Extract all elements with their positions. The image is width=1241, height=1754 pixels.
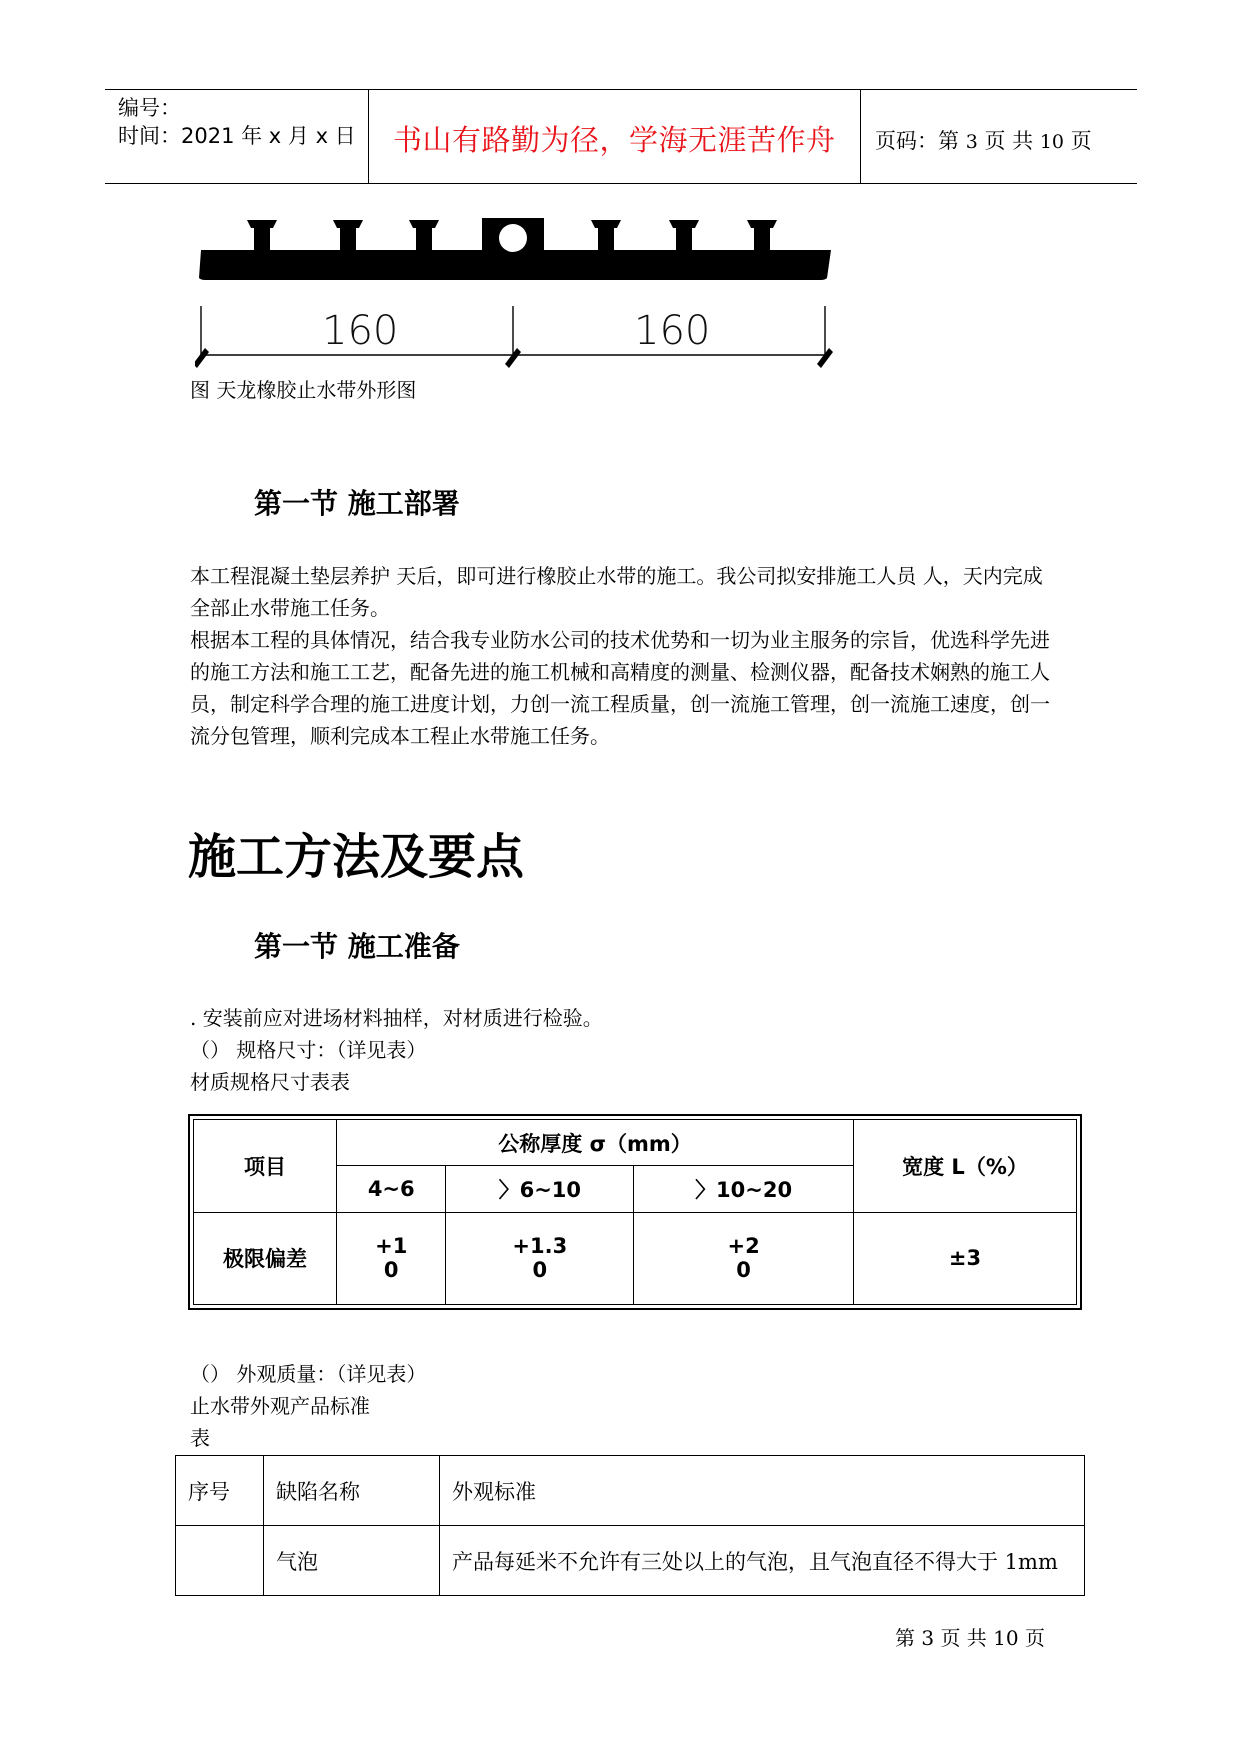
- table2-caption: 止水带外观产品标准: [190, 1394, 370, 1418]
- table1-thickness-header: 公称厚度 σ（mm）: [337, 1120, 854, 1166]
- table1-caption: 材质规格尺寸表表: [190, 1070, 350, 1094]
- dimension-label-right: 160: [634, 308, 711, 354]
- header-divider-right: [860, 90, 861, 184]
- header-page-code: [875, 125, 1092, 155]
- dimension-lines: [201, 306, 825, 358]
- table2-row-standard: 产品每延米不允许有三处以上的气泡，且气泡直径不得大于 1mm: [440, 1526, 1085, 1596]
- section-title-deployment: 第一节 施工部署: [254, 487, 460, 520]
- deviation-lower: 0: [736, 1258, 751, 1283]
- table1-range-3: 〉10~20: [634, 1166, 854, 1212]
- dimension-label-left: 160: [322, 308, 399, 354]
- material-spec-table: [193, 1119, 1077, 1305]
- table1-deviation-1: [337, 1212, 446, 1305]
- page-code-suffix: 页: [1064, 129, 1092, 153]
- table2-header-index: 序号: [176, 1456, 264, 1526]
- table1-row-label: 极限偏差: [194, 1212, 337, 1305]
- page-code-prefix: 页码：第: [875, 129, 966, 153]
- header-top-rule: [105, 89, 1137, 90]
- page-code-middle: 页 共: [977, 129, 1040, 153]
- header-motto: 书山有路勤为径，学海无涯苦作舟: [393, 123, 836, 157]
- header-bottom-rule: [105, 183, 1137, 184]
- deviation-upper: +1.3: [512, 1234, 568, 1259]
- header-time-label: 时间：2021 年 x 月 x 日: [118, 124, 356, 148]
- deployment-paragraph-1: 本工程混凝土垫层养护 天后，即可进行橡胶止水带的施工。我公司拟安排施工人员 人，天内完成全部止水带施工任务。: [190, 564, 1043, 620]
- table1-range-2: 〉6~10: [446, 1166, 634, 1212]
- table1-item-header: 项目: [194, 1120, 337, 1213]
- page-footer: 第 3 页 共 10 页: [895, 1626, 1045, 1650]
- table2-caption-suffix: 表: [190, 1426, 210, 1450]
- waterstop-profile-figure: [195, 210, 855, 380]
- deviation-lower: 0: [532, 1258, 548, 1283]
- table1-width-value: ±3: [854, 1212, 1077, 1305]
- figure-caption: 图 天龙橡胶止水带外形图: [190, 378, 417, 402]
- dimension-ticks: [195, 348, 833, 368]
- table2-header-name: 缺陷名称: [264, 1456, 440, 1526]
- deployment-paragraph-2: 根据本工程的具体情况，结合我专业防水公司的技术优势和一切为业主服务的宗旨，优选科学先进的施工方法和施工工艺，配备先进的施工机械和高精度的测量、检测仪器，配备技术娴熟的施工人员，制定科学合理的施工进度计划，力创一流工程质量，创一流施工管理，创一流施工速度，创一流分包管理，顺利完成本工程止水带施工任务。: [190, 628, 1050, 748]
- inspection-note: . 安装前应对进场材料抽样，对材质进行检验。: [190, 1006, 603, 1030]
- deviation-lower: 0: [383, 1258, 399, 1283]
- table2-header-standard: 外观标准: [440, 1456, 1085, 1526]
- table1-width-header: 宽度 L（%）: [854, 1120, 1077, 1213]
- spec-size-note: （） 规格尺寸：（详见表）: [190, 1038, 427, 1062]
- table1-range-1: 4~6: [337, 1166, 446, 1212]
- deviation-upper: +1: [375, 1234, 408, 1259]
- header-divider-left: [368, 90, 369, 184]
- appearance-standard-table: [175, 1455, 1085, 1596]
- header-number-label: 编号：: [118, 96, 181, 120]
- table2-row-name: 气泡: [264, 1526, 440, 1596]
- deviation-upper: +2: [727, 1234, 760, 1259]
- section-title-preparation: 第一节 施工准备: [254, 930, 460, 963]
- page-code-current: 3: [965, 131, 978, 153]
- table2-row-index: [176, 1526, 264, 1596]
- appearance-note: （） 外观质量：（详见表）: [190, 1362, 427, 1386]
- table-row: [176, 1526, 1085, 1596]
- chapter-title: 施工方法及要点: [188, 829, 525, 885]
- table1-deviation-3: [634, 1212, 854, 1305]
- page-code-total: 10: [1039, 131, 1064, 153]
- table1-deviation-2: [446, 1212, 634, 1305]
